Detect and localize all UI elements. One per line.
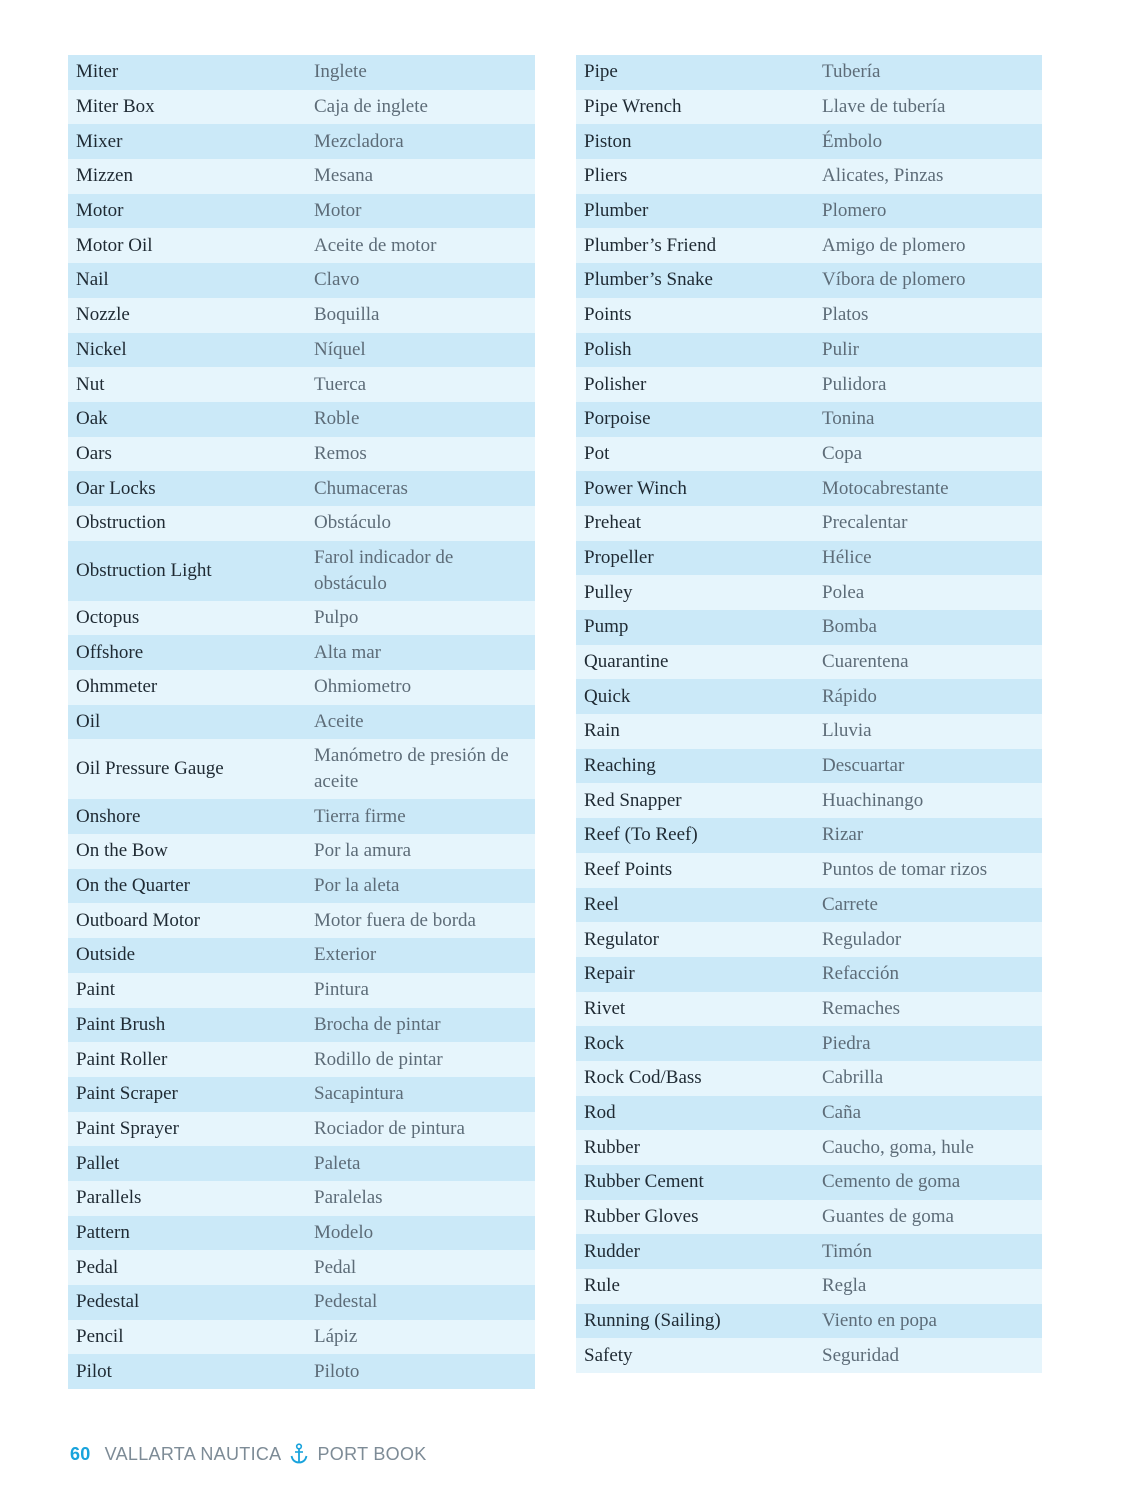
- spanish-term: Víbora de plomero: [822, 269, 966, 291]
- english-term: Pipe Wrench: [584, 96, 682, 118]
- english-term: Preheat: [584, 512, 641, 534]
- table-row: [576, 298, 1042, 333]
- table-row: [68, 1320, 535, 1355]
- glossary-table-left-body: [68, 55, 535, 1389]
- english-term: Rubber: [584, 1136, 640, 1158]
- spanish-term: Tonina: [822, 408, 875, 430]
- table-row: [576, 471, 1042, 506]
- table-row: [68, 402, 535, 437]
- table-row: [68, 228, 535, 263]
- table-row: [68, 333, 535, 368]
- english-term: Pulley: [584, 581, 633, 603]
- table-row: [68, 55, 535, 90]
- table-row: [576, 541, 1042, 576]
- english-term: Reel: [584, 893, 619, 915]
- table-row: [68, 298, 535, 333]
- english-term: Offshore: [76, 641, 144, 663]
- table-row: [68, 903, 535, 938]
- table-row: [576, 714, 1042, 749]
- english-term: Nut: [76, 373, 105, 395]
- table-row: [576, 853, 1042, 888]
- english-term: Plumber’s Friend: [584, 234, 717, 256]
- english-term: Outside: [76, 944, 136, 966]
- spanish-term: Viento en popa: [822, 1310, 937, 1332]
- table-row: [68, 973, 535, 1008]
- table-row: [576, 1304, 1042, 1339]
- english-term: Paint Sprayer: [76, 1117, 179, 1139]
- table-row: [68, 471, 535, 506]
- spanish-term: Seguridad: [822, 1344, 900, 1366]
- spanish-term: Carrete: [822, 893, 878, 915]
- table-row: [68, 670, 535, 705]
- spanish-term: Piloto: [314, 1360, 360, 1382]
- table-row: [576, 124, 1042, 159]
- spanish-term: Farol indicador de obstáculo: [314, 546, 454, 594]
- english-term: Outboard Motor: [76, 909, 201, 931]
- english-term: Ohmmeter: [76, 676, 158, 698]
- table-row: [68, 367, 535, 402]
- english-term: Oil Pressure Gauge: [76, 758, 224, 780]
- table-row: [68, 1250, 535, 1285]
- english-term: Nail: [76, 269, 109, 291]
- english-term: Rock: [584, 1032, 625, 1054]
- spanish-term: Caja de inglete: [314, 96, 428, 118]
- table-row: [576, 818, 1042, 853]
- table-row: [576, 333, 1042, 368]
- spanish-term: Modelo: [314, 1221, 374, 1243]
- english-term: Porpoise: [584, 408, 651, 430]
- table-row: [68, 635, 535, 670]
- table-row: [68, 938, 535, 973]
- table-row: [68, 799, 535, 834]
- table-row: [68, 1181, 535, 1216]
- spanish-term: Motor: [314, 200, 362, 222]
- spanish-term: Caña: [822, 1101, 862, 1123]
- spanish-term: Hélice: [822, 546, 872, 568]
- spanish-term: Ohmiometro: [314, 676, 412, 698]
- english-term: Pilot: [76, 1360, 112, 1382]
- english-term: On the Bow: [76, 840, 168, 862]
- english-term: Polish: [584, 338, 632, 360]
- spanish-term: Mesana: [314, 165, 374, 187]
- spanish-term: Cabrilla: [822, 1067, 884, 1089]
- spanish-term: Tierra firme: [314, 805, 406, 827]
- spanish-term: Pulpo: [314, 606, 359, 628]
- spanish-term: Paralelas: [314, 1187, 383, 1209]
- glossary-table-left: [68, 55, 535, 1389]
- spanish-term: Rápido: [822, 685, 877, 707]
- english-term: Octopus: [76, 606, 140, 628]
- table-row: [576, 1338, 1042, 1373]
- english-term: Reaching: [584, 755, 656, 777]
- spanish-term: Cemento de goma: [822, 1171, 961, 1193]
- english-term: Oak: [76, 408, 108, 430]
- table-row: [576, 1165, 1042, 1200]
- spanish-term: Pulidora: [822, 373, 887, 395]
- english-term: Nozzle: [76, 304, 130, 326]
- glossary-table-right: [576, 55, 1042, 1373]
- english-term: Paint Brush: [76, 1013, 166, 1035]
- english-term: Red Snapper: [584, 789, 682, 811]
- table-row: [68, 124, 535, 159]
- spanish-term: Tubería: [822, 61, 881, 83]
- table-row: [576, 55, 1042, 90]
- spanish-term: Manómetro de presión de aceite: [314, 745, 509, 793]
- spanish-term: Descuartar: [822, 755, 905, 777]
- spanish-term: Aceite de motor: [314, 234, 437, 256]
- table-row: [576, 610, 1042, 645]
- english-term: Repair: [584, 963, 635, 985]
- spanish-term: Cuarentena: [822, 651, 909, 673]
- spanish-term: Inglete: [314, 61, 367, 83]
- english-term: Oil: [76, 711, 101, 733]
- table-row: [576, 1026, 1042, 1061]
- table-row: [68, 437, 535, 472]
- table-row: [68, 1112, 535, 1147]
- spanish-term: Caucho, goma, hule: [822, 1136, 974, 1158]
- english-term: Rivet: [584, 997, 626, 1019]
- spanish-term: Platos: [822, 304, 869, 326]
- english-term: Rain: [584, 720, 620, 742]
- table-row: [576, 228, 1042, 263]
- english-term: Power Winch: [584, 477, 687, 499]
- spanish-term: Motocabrestante: [822, 477, 949, 499]
- table-row: [576, 437, 1042, 472]
- english-term: Plumber’s Snake: [584, 269, 713, 291]
- table-row: [576, 194, 1042, 229]
- anchor-icon: [289, 1443, 309, 1465]
- english-term: Parallels: [76, 1187, 142, 1209]
- table-row: [68, 194, 535, 229]
- english-term: Nickel: [76, 338, 127, 360]
- english-term: Rule: [584, 1275, 620, 1297]
- english-term: Plumber: [584, 200, 649, 222]
- english-term: Propeller: [584, 546, 654, 568]
- spanish-term: Níquel: [314, 338, 366, 360]
- spanish-term: Exterior: [314, 944, 377, 966]
- spanish-term: Aceite: [314, 711, 364, 733]
- table-row: [576, 1130, 1042, 1165]
- spanish-term: Rodillo de pintar: [314, 1048, 443, 1070]
- table-row: [576, 957, 1042, 992]
- english-term: Obstruction: [76, 512, 166, 534]
- english-term: Regulator: [584, 928, 659, 950]
- english-term: Rod: [584, 1101, 616, 1123]
- spanish-term: Roble: [314, 408, 360, 430]
- table-row: [576, 749, 1042, 784]
- english-term: Points: [584, 304, 632, 326]
- spanish-term: Guantes de goma: [822, 1206, 954, 1228]
- spanish-term: Plomero: [822, 200, 887, 222]
- spanish-term: Pulir: [822, 338, 859, 360]
- spanish-term: Rizar: [822, 824, 864, 846]
- english-term: Miter Box: [76, 96, 155, 118]
- spanish-term: Puntos de tomar rizos: [822, 859, 988, 881]
- table-row: [576, 159, 1042, 194]
- spanish-term: Por la amura: [314, 840, 412, 862]
- table-row: [68, 1285, 535, 1320]
- page-footer: [70, 1440, 427, 1468]
- table-row: [576, 1269, 1042, 1304]
- table-row: [68, 506, 535, 541]
- table-row: [576, 922, 1042, 957]
- english-term: Pliers: [584, 165, 628, 187]
- spanish-term: Copa: [822, 442, 863, 464]
- english-term: Pedestal: [76, 1291, 140, 1313]
- spanish-term: Por la aleta: [314, 875, 400, 897]
- english-term: Pot: [584, 442, 610, 464]
- english-term: Motor Oil: [76, 234, 153, 256]
- english-term: Quarantine: [584, 651, 669, 673]
- english-term: Polisher: [584, 373, 647, 395]
- english-term: Quick: [584, 685, 631, 707]
- spanish-term: Alta mar: [314, 641, 382, 663]
- table-row: [576, 263, 1042, 298]
- english-term: Oars: [76, 442, 112, 464]
- english-term: Pallet: [76, 1152, 120, 1174]
- english-term: Paint Roller: [76, 1048, 168, 1070]
- table-row: [68, 1354, 535, 1389]
- spanish-term: Clavo: [314, 269, 360, 291]
- spanish-term: Timón: [822, 1240, 872, 1262]
- english-term: Oar Locks: [76, 477, 156, 499]
- page-number: 60: [70, 1443, 91, 1464]
- spanish-term: Regla: [822, 1275, 867, 1297]
- spanish-term: Precalentar: [822, 512, 908, 534]
- table-row: [68, 263, 535, 298]
- spanish-term: Polea: [822, 581, 865, 603]
- table-row: [576, 679, 1042, 714]
- english-term: Obstruction Light: [76, 559, 212, 581]
- spanish-term: Brocha de pintar: [314, 1013, 441, 1035]
- spanish-term: Regulador: [822, 928, 902, 950]
- publication-subtitle: PORT BOOK: [317, 1443, 427, 1464]
- table-row: [576, 783, 1042, 818]
- spanish-term: Mezcladora: [314, 130, 404, 152]
- table-row: [68, 869, 535, 904]
- english-term: Rudder: [584, 1240, 640, 1262]
- spanish-term: Llave de tubería: [822, 96, 946, 118]
- spanish-term: Tuerca: [314, 373, 367, 395]
- english-term: Pump: [584, 616, 629, 638]
- spanish-term: Chumaceras: [314, 477, 408, 499]
- spanish-term: Lluvia: [822, 720, 872, 742]
- table-row: [576, 575, 1042, 610]
- english-term: Mixer: [76, 130, 123, 152]
- spanish-term: Refacción: [822, 963, 900, 985]
- table-row: [68, 705, 535, 740]
- spanish-term: Pedal: [314, 1256, 357, 1278]
- table-row: [576, 1234, 1042, 1269]
- table-row: [68, 1042, 535, 1077]
- english-term: Paint Scraper: [76, 1083, 178, 1105]
- english-term: Reef (To Reef): [584, 824, 698, 846]
- glossary-table-right-body: [576, 55, 1042, 1373]
- table-row: [576, 402, 1042, 437]
- table-row: [576, 90, 1042, 125]
- english-term: Pencil: [76, 1326, 124, 1348]
- table-row: [576, 888, 1042, 923]
- english-term: Miter: [76, 61, 119, 83]
- table-row: [68, 1077, 535, 1112]
- english-term: Onshore: [76, 805, 141, 827]
- table-row: [68, 90, 535, 125]
- spanish-term: Sacapintura: [314, 1083, 404, 1105]
- spanish-term: Obstáculo: [314, 512, 392, 534]
- table-row: [576, 992, 1042, 1027]
- english-term: On the Quarter: [76, 875, 190, 897]
- table-row: [68, 159, 535, 194]
- table-row: [576, 1061, 1042, 1096]
- spanish-term: Alicates, Pinzas: [822, 165, 944, 187]
- english-term: Running (Sailing): [584, 1310, 721, 1332]
- table-row: [68, 1146, 535, 1181]
- table-row: [68, 834, 535, 869]
- table-row: [68, 1216, 535, 1251]
- english-term: Rubber Gloves: [584, 1206, 699, 1228]
- table-row: [576, 1096, 1042, 1131]
- english-term: Pattern: [76, 1221, 130, 1243]
- publication-name: VALLARTA NAUTICA: [104, 1443, 282, 1464]
- spanish-term: Huachinango: [822, 789, 924, 811]
- english-term: Mizzen: [76, 165, 133, 187]
- spanish-term: Pedestal: [314, 1291, 378, 1313]
- table-row: [576, 367, 1042, 402]
- table-row: [68, 541, 535, 601]
- spanish-term: Rociador de pintura: [314, 1117, 465, 1139]
- english-term: Motor: [76, 200, 124, 222]
- english-term: Pedal: [76, 1256, 119, 1278]
- english-term: Reef Points: [584, 859, 673, 881]
- spanish-term: Bomba: [822, 616, 877, 638]
- english-term: Rock Cod/Bass: [584, 1067, 702, 1089]
- spanish-term: Boquilla: [314, 304, 380, 326]
- table-row: [576, 645, 1042, 680]
- english-term: Piston: [584, 130, 632, 152]
- spanish-term: Piedra: [822, 1032, 871, 1054]
- spanish-term: Remos: [314, 442, 367, 464]
- spanish-term: Motor fuera de borda: [314, 909, 476, 931]
- spanish-term: Amigo de plomero: [822, 234, 966, 256]
- english-term: Safety: [584, 1344, 633, 1366]
- table-row: [576, 506, 1042, 541]
- table-row: [68, 601, 535, 636]
- spanish-term: Pintura: [314, 979, 369, 1001]
- spanish-term: Paleta: [314, 1152, 361, 1174]
- english-term: Paint: [76, 979, 116, 1001]
- spanish-term: Émbolo: [822, 130, 883, 152]
- english-term: Pipe: [584, 61, 618, 83]
- table-row: [68, 739, 535, 799]
- english-term: Rubber Cement: [584, 1171, 704, 1193]
- spanish-term: Lápiz: [314, 1326, 358, 1348]
- table-row: [576, 1200, 1042, 1235]
- spanish-term: Remaches: [822, 997, 901, 1019]
- table-row: [68, 1008, 535, 1043]
